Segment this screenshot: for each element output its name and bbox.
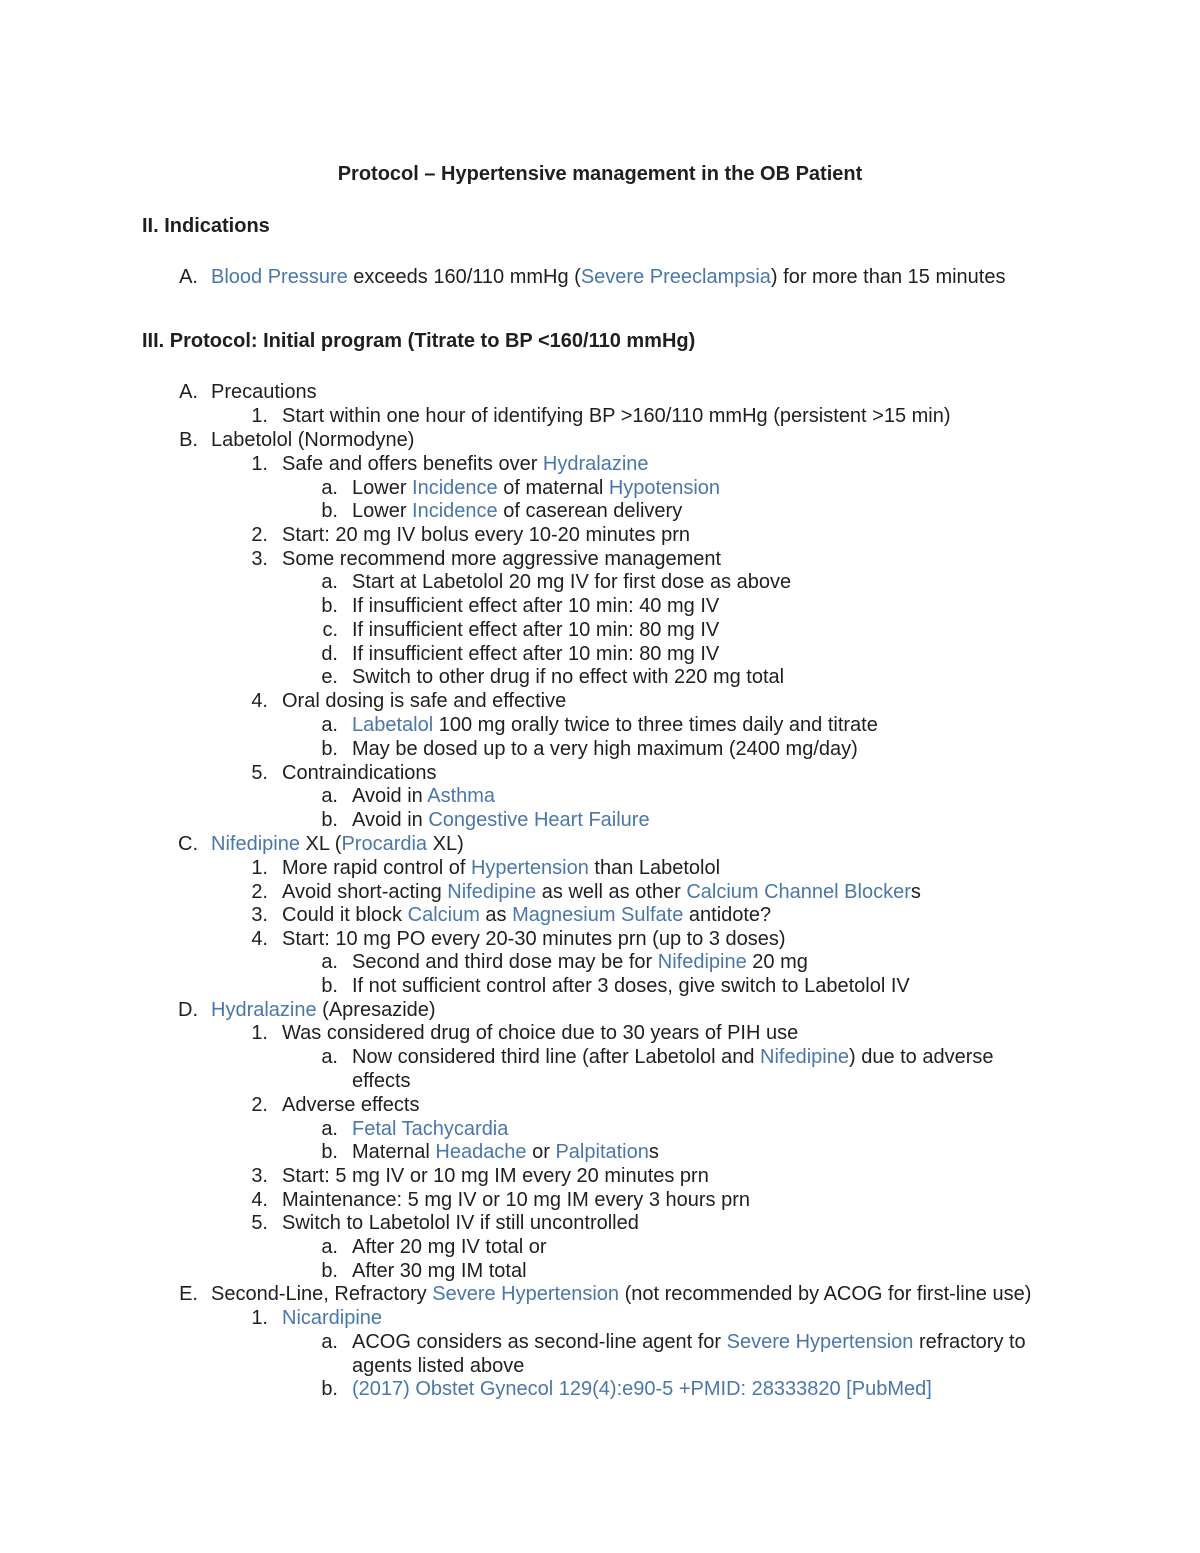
- list-item-text: [352, 974, 910, 998]
- list-item-text: [211, 380, 317, 404]
- list-marker: d.: [321, 643, 338, 665]
- list-item-text: [352, 1045, 994, 1069]
- text-segment: as: [479, 904, 513, 926]
- text-segment: (Apresazide): [316, 999, 436, 1021]
- list-marker: a.: [321, 571, 338, 593]
- hyperlink[interactable]: Hydralazine: [211, 999, 317, 1021]
- text-segment: Adverse effects: [282, 1094, 420, 1116]
- text-segment: or: [526, 1141, 556, 1163]
- text-segment: 20 mg: [746, 951, 808, 973]
- list-item-text: [352, 713, 878, 737]
- hyperlink[interactable]: Headache: [435, 1141, 527, 1163]
- list-item-text: [352, 1259, 527, 1283]
- text-segment: Maintenance: 5 mg IV or 10 mg IM every 3 hours prn: [282, 1189, 750, 1211]
- text-segment: agents listed above: [352, 1355, 525, 1377]
- document-title: Protocol – Hypertensive management in the OB Patient: [337, 163, 863, 185]
- list-item-text: [211, 428, 414, 452]
- list-item-text: [352, 1377, 932, 1401]
- text-segment: exceeds 160/110 mmHg (: [347, 266, 581, 288]
- text-segment: Now considered third line (after Labetolol and: [352, 1046, 761, 1068]
- hyperlink[interactable]: Nifedipine: [447, 881, 537, 903]
- list-marker: 2.: [251, 881, 268, 903]
- list-marker: 3.: [251, 548, 268, 570]
- text-segment: ) for more than 15 minutes: [770, 266, 1006, 288]
- text-segment: Start within one hour of identifying BP >160/110 mmHg (persistent >15 min): [282, 405, 951, 427]
- text-segment: 100 mg orally twice to three times daily and titrate: [433, 714, 878, 736]
- text-segment: Switch to other drug if no effect with 220 mg total: [352, 666, 785, 688]
- text-segment: Switch to Labetolol IV if still uncontrolled: [282, 1212, 639, 1234]
- list-item-text: [282, 1306, 382, 1330]
- list-marker: 1.: [251, 857, 268, 879]
- text-segment: s: [910, 881, 921, 903]
- list-marker: a.: [321, 1046, 338, 1068]
- text-segment: If insufficient effect after 10 min: 80 mg IV: [352, 643, 720, 665]
- list-item-text: [352, 1330, 1026, 1354]
- list-marker: a.: [321, 1118, 338, 1140]
- text-segment: s: [648, 1141, 659, 1163]
- text-segment: Avoid short-acting: [282, 881, 448, 903]
- hyperlink[interactable]: Severe Hypertension: [432, 1283, 620, 1305]
- list-item-text: [352, 570, 791, 594]
- list-marker: c.: [322, 619, 338, 641]
- list-marker: 4.: [251, 690, 268, 712]
- list-marker: 1.: [251, 1307, 268, 1329]
- hyperlink[interactable]: Congestive Heart Failure: [428, 809, 650, 831]
- list-marker: 1.: [251, 453, 268, 475]
- list-marker: C.: [178, 833, 198, 855]
- hyperlink[interactable]: (2017) Obstet Gynecol 129(4):e90-5 +PMID: 28333820 [PubMed]: [352, 1378, 932, 1400]
- hyperlink[interactable]: Magnesium Sulfate: [512, 904, 684, 926]
- list-marker: e.: [321, 666, 338, 688]
- list-marker: E.: [179, 1283, 198, 1305]
- text-segment: Avoid in: [352, 809, 429, 831]
- hyperlink[interactable]: Severe Preeclampsia: [580, 266, 771, 288]
- list-item-text: [211, 998, 436, 1022]
- hyperlink[interactable]: Severe Hypertension: [726, 1331, 914, 1353]
- list-item-text: [282, 452, 649, 476]
- list-marker: b.: [321, 1141, 338, 1163]
- list-marker: 1.: [251, 405, 268, 427]
- text-segment: (not recommended by ACOG for first-line use): [619, 1283, 1032, 1305]
- text-segment: ACOG considers as second-line agent for: [352, 1331, 727, 1353]
- text-segment: XL): [427, 833, 464, 855]
- list-marker: b.: [321, 809, 338, 831]
- hyperlink[interactable]: Procardia: [341, 833, 428, 855]
- text-segment: Precautions: [211, 381, 317, 403]
- list-marker: 4.: [251, 928, 268, 950]
- list-item-text: [352, 1354, 524, 1378]
- hyperlink[interactable]: Hydralazine: [542, 453, 649, 475]
- text-segment: of caserean delivery: [497, 500, 683, 522]
- text-segment: Safe and offers benefits over: [282, 453, 543, 475]
- list-marker: a.: [321, 477, 338, 499]
- text-segment: Avoid in: [352, 785, 428, 807]
- text-segment: Start: 20 mg IV bolus every 10-20 minutes prn: [282, 524, 690, 546]
- list-item-text: [352, 618, 719, 642]
- text-segment: than Labetolol: [588, 857, 721, 879]
- text-segment: Labetolol (Normodyne): [211, 429, 415, 451]
- hyperlink[interactable]: Hypotension: [608, 477, 721, 499]
- list-marker: b.: [321, 500, 338, 522]
- list-item-text: [282, 404, 951, 428]
- list-marker: b.: [321, 1260, 338, 1282]
- text-segment: Start: 10 mg PO every 20-30 minutes prn (up to 3 doses): [282, 928, 786, 950]
- hyperlink[interactable]: Incidence: [412, 500, 498, 522]
- list-marker: 3.: [251, 1165, 268, 1187]
- list-marker: B.: [179, 429, 198, 451]
- list-item-text: [352, 594, 719, 618]
- list-marker: A.: [179, 266, 198, 288]
- text-segment: effects: [352, 1070, 411, 1092]
- list-item-text: [352, 808, 650, 832]
- text-segment: antidote?: [683, 904, 772, 926]
- list-item-text: [282, 1164, 709, 1188]
- hyperlink[interactable]: Palpitation: [555, 1141, 649, 1163]
- text-segment: After 30 mg IM total: [352, 1260, 527, 1282]
- list-item-text: [282, 1093, 419, 1117]
- list-marker: 1.: [251, 1022, 268, 1044]
- list-marker: 2.: [251, 524, 268, 546]
- list-item-text: [282, 1188, 750, 1212]
- text-segment: May be dosed up to a very high maximum (2400 mg/day): [352, 738, 858, 760]
- text-segment: More rapid control of: [282, 857, 471, 879]
- list-marker: b.: [321, 595, 338, 617]
- list-marker: 2.: [251, 1094, 268, 1116]
- text-segment: of maternal: [497, 477, 609, 499]
- list-item-text: [352, 1069, 411, 1093]
- list-item-text: [352, 476, 720, 500]
- list-item-text: [282, 547, 721, 571]
- hyperlink[interactable]: Hypertension: [470, 857, 589, 879]
- list-item-text: [211, 1282, 1031, 1306]
- text-segment: Some recommend more aggressive management: [282, 548, 722, 570]
- list-marker: A.: [179, 381, 198, 403]
- hyperlink[interactable]: Fetal Tachycardia: [352, 1118, 509, 1140]
- text-segment: Start at Labetolol 20 mg IV for first dose as above: [352, 571, 792, 593]
- list-item-text: [282, 927, 786, 951]
- list-marker: a.: [321, 714, 338, 736]
- section-heading-indications: II. Indications: [142, 215, 270, 237]
- list-item-text: [352, 784, 495, 808]
- text-segment: ) due to adverse: [848, 1046, 994, 1068]
- text-segment: XL (: [299, 833, 342, 855]
- text-segment: If not sufficient control after 3 doses, give switch to Labetolol IV: [352, 975, 910, 997]
- list-marker: 4.: [251, 1189, 268, 1211]
- list-marker: 3.: [251, 904, 268, 926]
- list-item-text: [282, 856, 720, 880]
- hyperlink[interactable]: Calcium: [407, 904, 480, 926]
- hyperlink[interactable]: Nifedipine: [211, 833, 300, 855]
- list-item-text: [211, 832, 464, 856]
- list-item-text: [352, 499, 682, 523]
- text-segment: as well as other: [536, 881, 687, 903]
- list-item-text: [352, 665, 784, 689]
- text-segment: Maternal: [352, 1141, 436, 1163]
- text-segment: If insufficient effect after 10 min: 80 mg IV: [352, 619, 720, 641]
- text-segment: Oral dosing is safe and effective: [282, 690, 567, 712]
- text-segment: Second-Line, Refractory: [211, 1283, 433, 1305]
- list-item-text: [352, 1140, 659, 1164]
- list-marker: a.: [321, 951, 338, 973]
- list-marker: b.: [321, 738, 338, 760]
- list-item-text: [282, 1021, 798, 1045]
- list-marker: a.: [321, 1236, 338, 1258]
- list-item-text: [211, 265, 1005, 289]
- list-marker: a.: [321, 785, 338, 807]
- list-marker: a.: [321, 1331, 338, 1353]
- text-segment: Start: 5 mg IV or 10 mg IM every 20 minutes prn: [282, 1165, 709, 1187]
- list-item-text: [282, 1211, 639, 1235]
- list-item-text: [352, 950, 808, 974]
- text-segment: Contraindications: [282, 762, 437, 784]
- text-segment: After 20 mg IV total or: [352, 1236, 547, 1258]
- list-marker: 5.: [251, 762, 268, 784]
- hyperlink[interactable]: Nicardipine: [282, 1307, 383, 1329]
- list-marker: b.: [321, 975, 338, 997]
- text-segment: Was considered drug of choice due to 30 years of PIH use: [282, 1022, 799, 1044]
- list-item-text: [352, 737, 858, 761]
- hyperlink[interactable]: Nifedipine: [760, 1046, 849, 1068]
- list-marker: b.: [321, 1378, 338, 1400]
- hyperlink[interactable]: Calcium Channel Blocker: [686, 881, 911, 903]
- text-segment: Lower: [352, 477, 413, 499]
- hyperlink[interactable]: Blood Pressure: [211, 266, 348, 288]
- list-marker: D.: [178, 999, 198, 1021]
- text-segment: Could it block: [282, 904, 408, 926]
- list-item-text: [282, 761, 437, 785]
- list-item-text: [352, 1117, 508, 1141]
- text-segment: If insufficient effect after 10 min: 40 mg IV: [352, 595, 720, 617]
- text-segment: Lower: [352, 500, 413, 522]
- list-item-text: [352, 642, 719, 666]
- hyperlink[interactable]: Nifedipine: [657, 951, 747, 973]
- list-item-text: [282, 689, 566, 713]
- list-item-text: [282, 523, 690, 547]
- text-segment: refractory to: [913, 1331, 1026, 1353]
- hyperlink[interactable]: Labetalol: [352, 714, 434, 736]
- hyperlink[interactable]: Incidence: [412, 477, 498, 499]
- list-marker: 5.: [251, 1212, 268, 1234]
- text-segment: Second and third dose may be for: [352, 951, 658, 973]
- list-item-text: [282, 880, 921, 904]
- section-heading-protocol: III. Protocol: Initial program (Titrate to BP <160/110 mmHg): [142, 330, 696, 352]
- list-item-text: [282, 903, 771, 927]
- list-item-text: [352, 1235, 547, 1259]
- hyperlink[interactable]: Asthma: [427, 785, 496, 807]
